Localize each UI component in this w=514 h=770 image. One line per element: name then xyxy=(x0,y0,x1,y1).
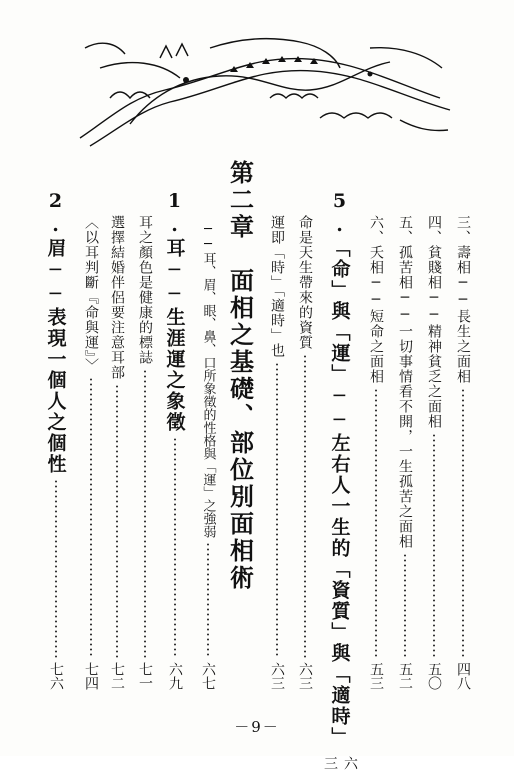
leader-dots xyxy=(433,433,435,658)
toc-page-number: 七一 xyxy=(137,662,153,690)
toc-entry-text: 五、孤苦相──一切事情看不開，一生孤苦之面相 xyxy=(397,215,413,549)
toc-page-number: 六三 xyxy=(297,662,313,690)
toc-page-number: 七四 xyxy=(83,662,99,690)
leader-dots xyxy=(404,553,406,658)
chapter-title: 第二章 面相之基礎、部位別面相術 xyxy=(225,160,255,592)
dragon-illustration xyxy=(70,28,460,156)
toc-entry-text: 六、夭相──短命之面相 xyxy=(368,215,384,384)
toc-entry-text: 選擇結婚伴侶要注意耳部 xyxy=(109,215,125,380)
leader-dots xyxy=(276,362,278,658)
leader-dots xyxy=(207,542,209,658)
toc-page-number: 四八 xyxy=(455,662,471,690)
leader-dots xyxy=(90,377,92,658)
leader-dots xyxy=(144,369,146,658)
toc-entry-text: 運即「時」「適時」也 xyxy=(269,215,285,358)
leader-dots xyxy=(174,437,176,658)
toc-section-title: 1.耳──生涯運之象徵 xyxy=(163,190,186,433)
toc-page-number: 六三 xyxy=(322,756,358,770)
toc-section-title: 5.「命」與「運」──左右人一生的「資質」與「適時」 xyxy=(328,190,351,748)
toc-page-number: 七二 xyxy=(109,662,125,690)
toc-entry-text: 耳之顏色是健康的標誌 xyxy=(137,215,153,365)
leader-dots xyxy=(116,384,118,658)
toc-page-number: 六七 xyxy=(200,662,216,690)
toc-page-number: 六九 xyxy=(167,662,183,690)
leader-dots xyxy=(55,479,57,658)
leader-dots xyxy=(462,388,464,658)
toc-section-title: 2.眉──表現一個人之個性 xyxy=(44,190,67,475)
page-number-footer: －9－ xyxy=(234,718,280,736)
toc-entry-text: 命是天生帶來的資質 xyxy=(297,215,313,350)
toc-page-number: 五三 xyxy=(368,662,384,690)
leader-dots xyxy=(304,354,306,658)
toc-page-number: 七六 xyxy=(48,662,64,690)
toc-entry-text: 四、貧賤相──精神貧乏之面相 xyxy=(426,215,442,429)
toc-entry-text: 三、壽相──長生之面相 xyxy=(455,215,471,384)
toc-page-number: 六三 xyxy=(269,662,285,690)
leader-dots xyxy=(375,388,377,658)
chapter-subtitle: ──耳、眉、眼、鼻、口所象徵的性格與「運」之強弱 xyxy=(200,222,216,538)
toc-page-number: 五二 xyxy=(397,662,413,690)
toc-entry-text: 〈以耳判斷『命與運』〉 xyxy=(83,215,99,373)
toc-page-number: 五〇 xyxy=(426,662,442,690)
